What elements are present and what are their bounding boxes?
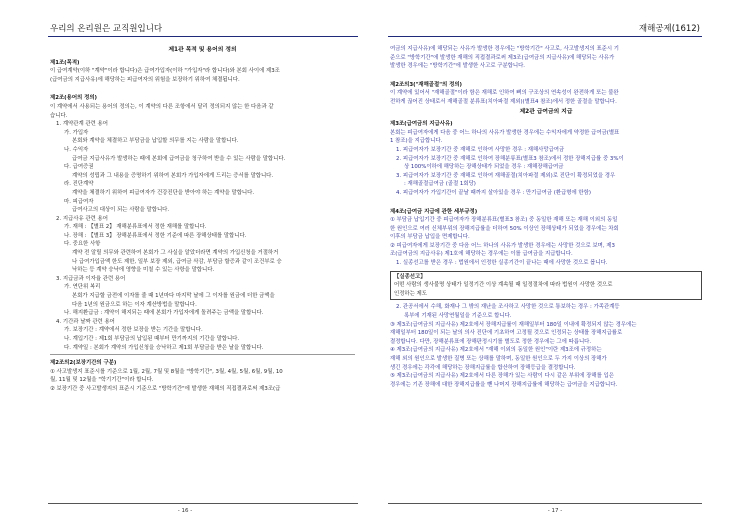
body-line: 1. 실종선고를 받은 경우 : 법원에서 인정한 실종기간이 끝나는 때에 사망한 것으로 봅니다. — [396, 260, 608, 267]
page-body-right — [390, 45, 702, 389]
body-line: ⑤ 제3조(급여금의 지급사유) 제2호에서 다른 장해가 있는 사람이 다시 같은 부위에 장해를 입은 — [390, 373, 614, 380]
body-line: ① 사고발생지 표준시를 기준으로 1월, 2월, 7월 및 8월을 "방학기간", 3월, 4월, 5월, 6월, 9월, 10 — [50, 368, 283, 375]
page-body-left — [50, 45, 355, 394]
body-line: 조(급여금의 지급사유) 제1호에 해당하는 경우에는 이를 급여금을 지급합니다. — [390, 251, 573, 258]
body-line: 다. 급여증권 — [64, 164, 94, 171]
body-line: 이 계약에 있어서 "재해골절"이라 함은 재해로 인하여 뼈의 구조상의 연속성이 완전하게 또는 불완 — [390, 90, 619, 97]
body-line: ④ 제3조(급여금의 지급사유) 제2호에서 "재해 이외의 동일한 원인"이란 제3조에 규정하는 — [390, 347, 602, 354]
body-line: 나. 수익자 — [64, 146, 89, 153]
body-line: 가. 재해 : 【별표 2】 재해분류표에서 정한 재해를 말합니다. — [64, 224, 207, 231]
divider — [50, 354, 355, 355]
body-line: 계약 전 알릴 의무와 관련하여 본회가 그 사실을 알았더라면 계약의 가입신청을 거절하거 — [72, 250, 279, 257]
body-line: 급여사고의 대상이 되는 사람을 말합니다. — [72, 207, 170, 214]
article-heading: 제2조(용어의 정의) — [50, 95, 98, 102]
body-line: 나. 장해 : 【별표 3】 장해분류표에서 정한 기준에 따른 장해상태를 말합니다. — [64, 232, 247, 239]
body-line: 다. 계약일 : 본회가 계약의 가입신청을 승낙하고 제1회 부담금을 받은 날을 말합니다. — [64, 344, 264, 351]
body-line: 이 계약에서 사용되는 용어의 정의는, 이 계약의 다른 조항에서 달리 정의되지 않는 한 다음과 같 — [50, 103, 274, 110]
article-heading: 제1조(목적) — [50, 59, 80, 66]
body-line: 전하게 끊어진 상태로서 재해골절 분류표(치아파절 제외)(별표4 참조)에서 정한 골절을 말합니다. — [390, 98, 617, 105]
article-heading: 제2조의3("재해골절"의 정의) — [390, 81, 462, 88]
body-line: 생긴 경우에는 각각에 해당하는 장해지급률을 합산하여 장해등급을 결정합니다. — [390, 364, 576, 371]
spacer — [390, 198, 702, 204]
body-line: 상 100%이하에 해당하는 장해상태가 되었을 경우 : 재해장해급여금 — [404, 164, 564, 171]
body-line: 습니다. — [50, 112, 68, 119]
body-line: 월, 11월 및 12월을 "학기기간"이라 합니다. — [50, 377, 154, 384]
footer-rule — [48, 503, 358, 504]
body-line: 경우에는 기존 장해에 대한 장해지급률을 뺀 나머지 장해지급률에 해당하는 급여금을 지급합니다. — [390, 381, 618, 388]
body-line: ② 피급여자에게 보장기간 중 다음 어느 하나의 사유가 발생한 경우에는 사망한 것으로 보며, 제3 — [390, 242, 615, 249]
body-line: 본회는 피급여자에게 다음 중 어느 하나의 사유가 발생한 경우에는 수익자에게 약정한 급여금(별표 — [390, 129, 620, 136]
body-line: 나. 계입기간 : 제1회 부담금의 납입된 때부터 만기까지의 기간을 말합니다. — [64, 336, 240, 342]
body-line: 4. 기간과 날짜 관련 용어 — [56, 318, 115, 325]
body-line: 낙하는 등 계약 승낙에 영향을 미칠 수 있는 사항을 말합니다. — [72, 267, 215, 274]
body-line: 재해일부터 180일이 되는 날의 의사 진단에 기초하여 고정될 것으로 인정되는 상태를 장해지급률로 — [390, 330, 623, 337]
running-header-left: 우리의 온리원은 교직원입니다 — [50, 24, 163, 34]
header-rule — [388, 36, 702, 37]
body-line: 계약의 성립과 그 내용을 증명하기 위하여 본회가 가입자에게 드리는 증서를 말합니다. — [72, 172, 274, 179]
body-line: 마. 피급여자 — [64, 198, 94, 205]
body-line: 나. 해지환급금 : 계약이 해지되는 때에 본회가 가입자에게 돌려주는 금액을 말합니다. — [64, 310, 264, 317]
body-line: (급여금의 지급사유)에 해당하는 피급여자의 위험을 보장하기 위하여 체결됩니다. — [50, 76, 240, 83]
body-line: 1. 피급여자가 보장기간 중 재해로 인하여 사망한 경우 : 재해사망급여금 — [396, 146, 565, 153]
definition-box-title: 【실종선고】 — [394, 273, 426, 280]
chapter-title: 제2관 급여금의 지급 — [519, 108, 573, 115]
body-line: 라. 진단계약 — [64, 181, 94, 188]
body-line: 3. 지급금과 이자율 관련 용어 — [56, 275, 126, 282]
spacer — [50, 84, 355, 90]
body-line: 가. 보장기간 : 계약에서 정한 보장을 받는 기간을 말합니다. — [64, 327, 203, 334]
article-heading: 제3조(급여금의 지급사유) — [390, 121, 453, 128]
body-line: 2. 관공서에서 수해, 화재나 그 밖의 재난을 조사하고 사망한 것으로 통보하는 경우 : 가족관계등 — [396, 304, 620, 311]
running-header-right: 재해공제(1612) — [638, 24, 700, 34]
body-line: 4. 피급여자가 가입기간이 끝날 때까지 살아있을 경우 : 만기급여금 (환급형에 한함) — [396, 189, 591, 196]
page-right — [370, 0, 740, 524]
body-line: 이후의 부담금 납입을 면제합니다. — [390, 234, 470, 241]
body-line: 준으로 "방학기간"에 발생한 재해의 직접결과로써 제3조(급여금의 지급사유)에 해당되는 사유가 — [390, 54, 615, 61]
definition-box-text: 어떤 사람의 생사불명 상태가 일정기간 이상 계속될 때 일정절차에 따라 법원이 사망한 것으로 — [394, 282, 613, 289]
body-line: 2. 지급사유 관련 용어 — [56, 215, 108, 222]
article-heading: 제4조(급여금 지급에 관한 세부규정) — [390, 208, 478, 215]
body-line: ③ 제3조(급여금의 지급사유) 제2호에서 장해지급률이 재해일부터 180일 이내에 확정되지 않는 경우에는 — [390, 321, 637, 328]
body-line: 급여금 지급사유가 발생하는 때에 본회에 급여금을 청구하여 받을 수 있는 사람을 말합니다. — [72, 155, 286, 162]
body-line: ① 부담금 납입기간 중 피급여자가 장해분류표(별표3 참조) 중 동일한 재해 또는 재해 이외의 동일 — [390, 217, 618, 224]
body-line: 다음 1년의 원금으로 하는 이자 계산방법을 말합니다. — [72, 301, 197, 308]
body-line: 록부에 기재된 사망연월일을 기준으로 합니다. — [404, 313, 512, 320]
body-line: 3. 피급여자가 보장기간 중 재해로 인하여 재해골절(치아파절 제외)로 진단이 확정되었을 경우 — [396, 172, 616, 179]
chapter-title: 제1관 목적 및 용어의 정의 — [168, 47, 237, 53]
body-line: 결정합니다. 다만, 장해분류표에 장해판정시기를 별도로 정한 경우에는 그에 따릅니다. — [390, 338, 592, 345]
body-line: 발생한 경우에는 "방학기간"에 발생한 사고로 구분합니다. — [390, 63, 526, 70]
article-heading: 제2조의2(보장기간의 구분) — [50, 360, 117, 367]
body-line: 본회가 지급할 금전에 이자를 줄 때 1년마다 마지막 날에 그 이자를 원금에 더한 금액을 — [72, 293, 275, 300]
body-line: : 재해골절급여금 (골절 1회당) — [404, 181, 476, 188]
header-rule — [48, 36, 358, 37]
footer-rule — [388, 503, 702, 504]
body-line: 여금의 지급사유)에 해당되는 사유가 발생한 경우에는 "방학기간" 사고로, 사고발생지의 표준시 기 — [390, 46, 619, 52]
body-line: 본회와 계약을 체결하고 부담금을 납입할 의무를 지는 사람을 말합니다. — [72, 138, 239, 145]
definition-box-text: 인정하는 제도 — [394, 290, 427, 297]
body-line: 재해 외의 원인으로 발생한 질병 또는 상해를 말하며, 동일한 원인으로 두 가지 이상의 장해가 — [390, 356, 607, 362]
body-line: 다. 중요한 사항 — [64, 241, 101, 248]
body-line: 가. 가입자 — [64, 129, 89, 136]
body-line: 한 원인으로 여러 신체부위의 장해지급률을 더하여 50% 이상인 장해상태가 되었을 경우에는 차회 — [390, 225, 619, 232]
body-line: 계약을 체결하기 위하여 피급여자가 건강진단을 받아야 하는 계약을 말합니다. — [72, 189, 255, 196]
page-number: - 17 - — [547, 508, 563, 514]
body-line: 나 급여가입금액 한도 제한, 일부 보장 제외, 급여금 삭감, 부담금 할증과 같이 조건부로 승 — [72, 258, 282, 265]
body-line: ② 보장기간 중 사고발생지의 표준시 기준으로 "방학기간"에 발생한 재해의 직접결과로써 제3조(급 — [50, 385, 281, 392]
page-number: - 16 - — [177, 508, 193, 514]
body-line: 가. 연단위 복리 — [64, 284, 101, 291]
body-line: 1. 계약관계 관련 용어 — [56, 121, 108, 128]
body-line: 이 급여계약(이하 "계약"이라 합니다)은 급여가입자(이하 "가입자"라 합니다)와 본회 사이에 제3조 — [50, 68, 280, 75]
body-line: 1 참조)을 지급합니다. — [390, 138, 443, 145]
body-line: 2. 피급여자가 보장기간 중 재해로 인하여 장해분류표(별표3 참조)에서 정한 장해지급률 중 3%이 — [396, 155, 624, 162]
definition-box — [390, 271, 702, 301]
spacer — [390, 71, 702, 77]
